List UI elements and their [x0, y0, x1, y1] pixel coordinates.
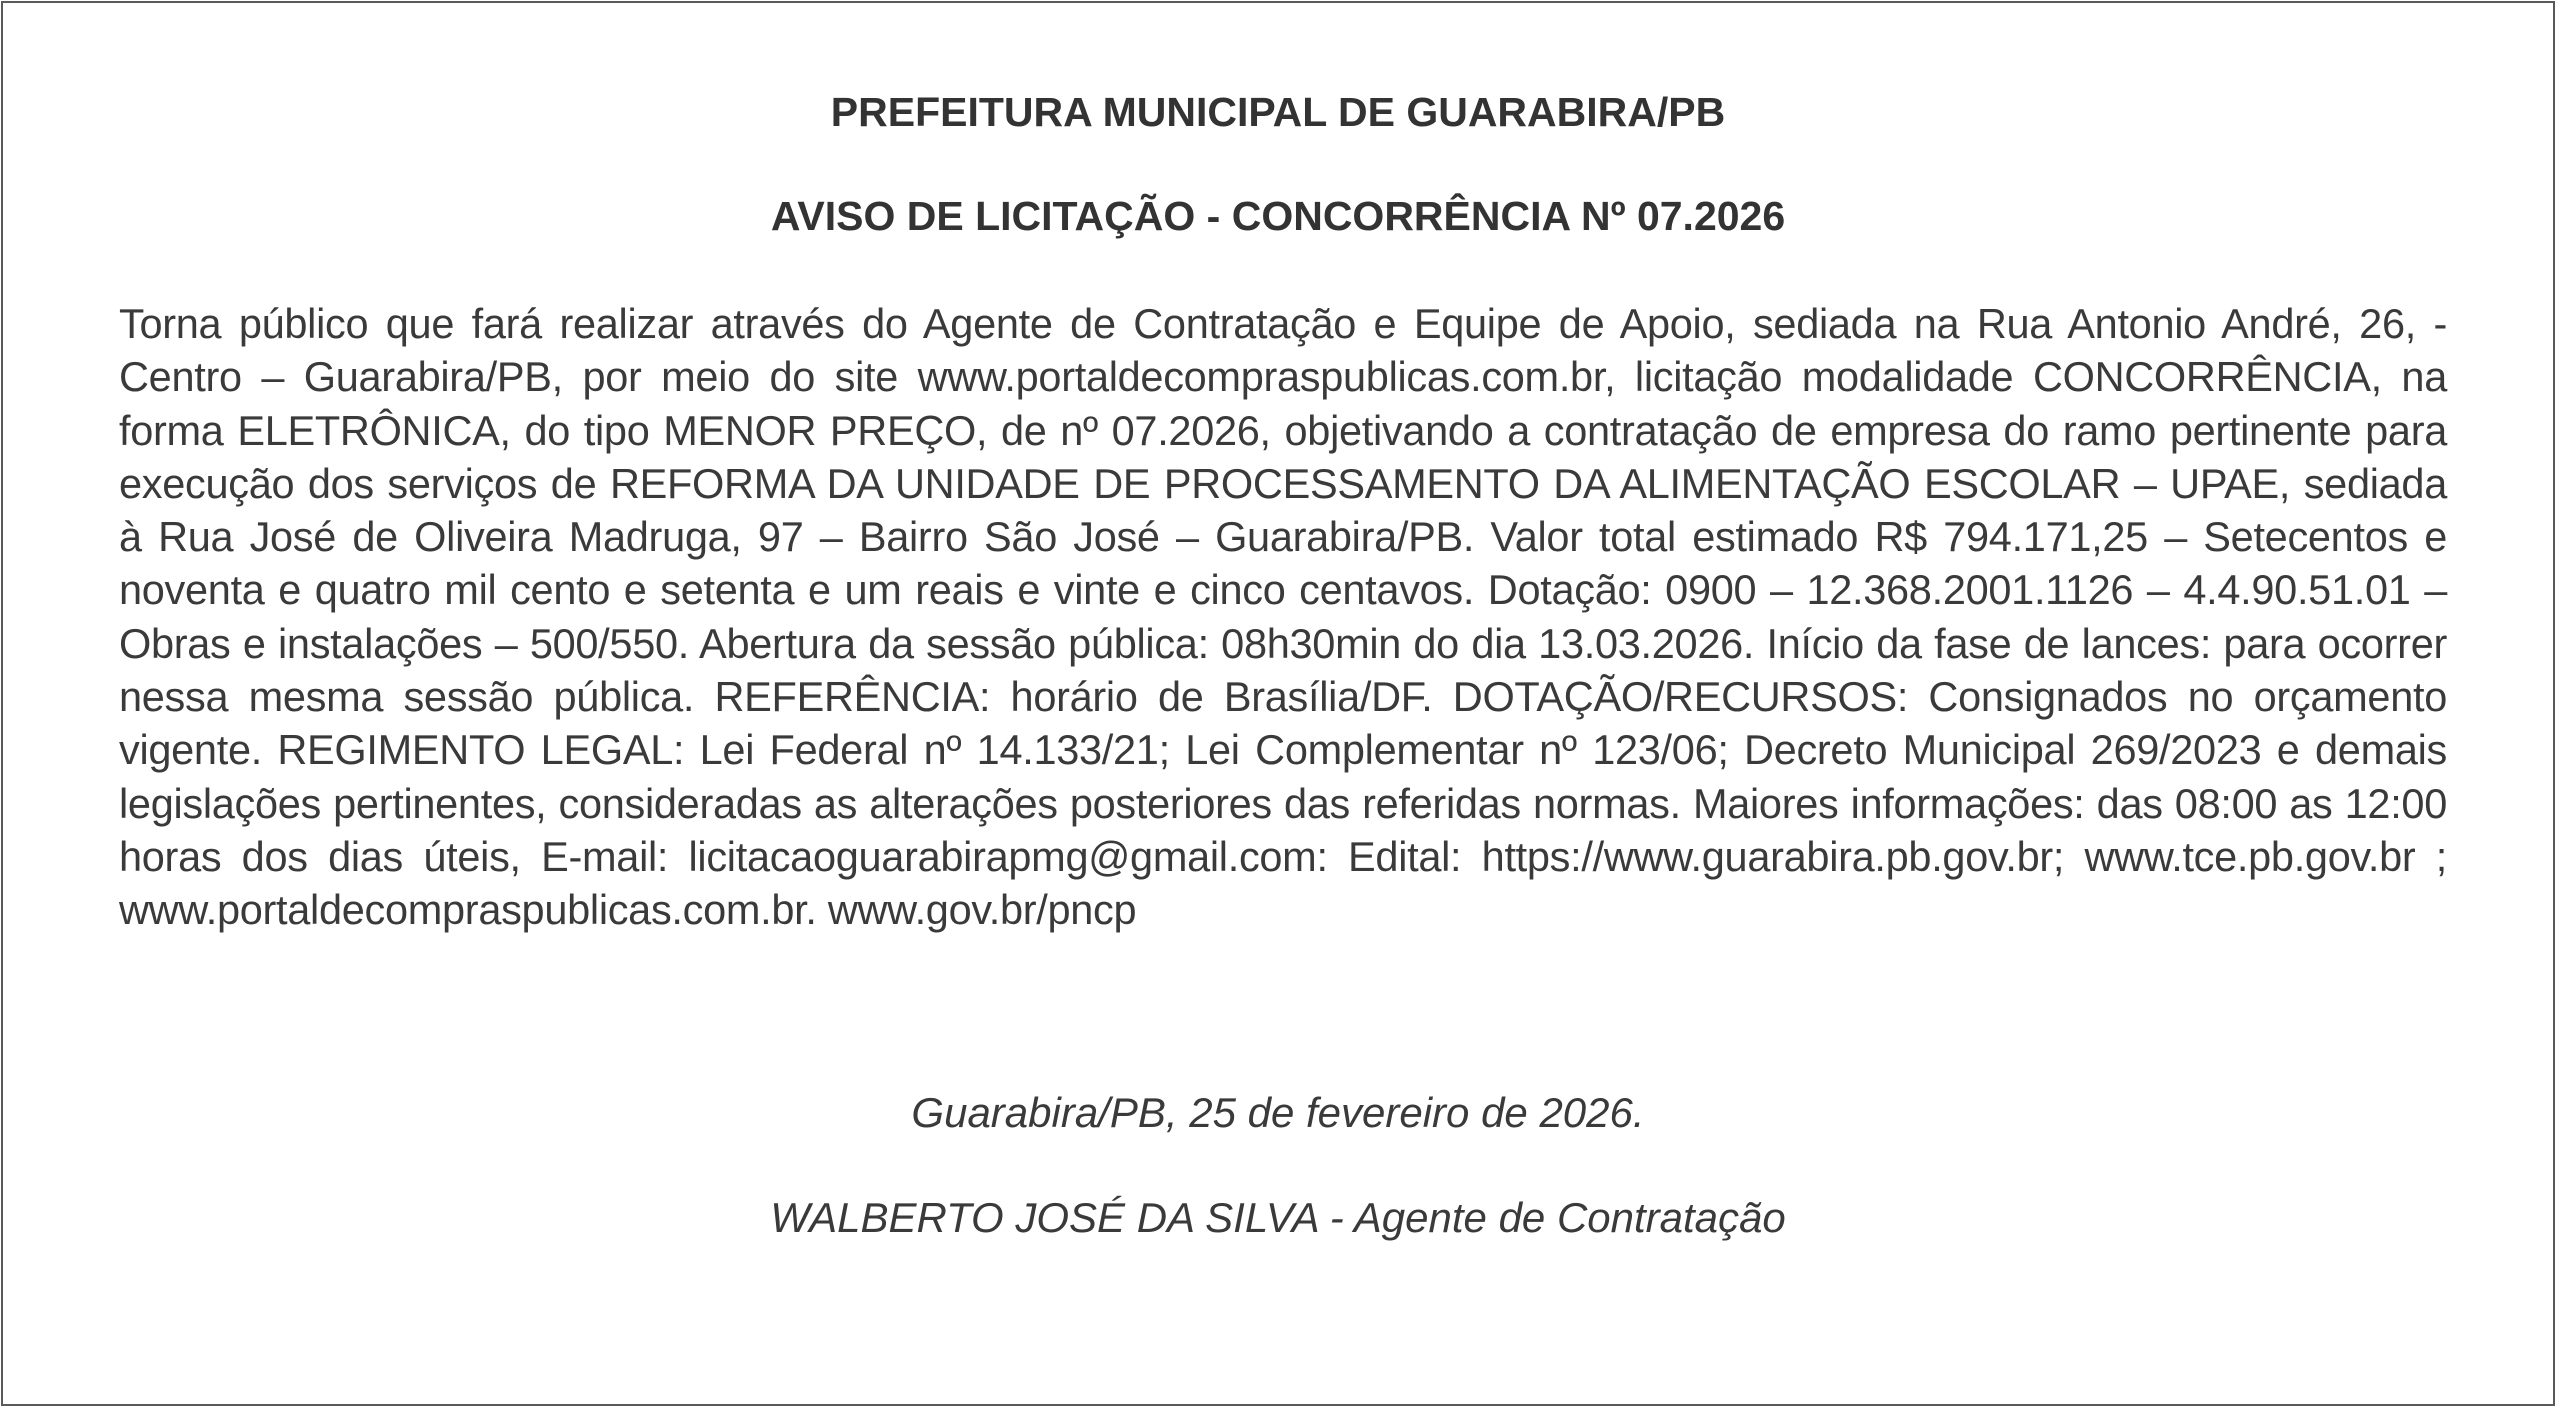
signature-line: WALBERTO JOSÉ DA SILVA - Agente de Contratação: [770, 1194, 1786, 1241]
issuer-heading: PREFEITURA MUNICIPAL DE GUARABIRA/PB: [830, 89, 1726, 135]
notice-title: AVISO DE LICITAÇÃO - CONCORRÊNCIA Nº 07.2026: [770, 193, 1786, 239]
place-date: Guarabira/PB, 25 de fevereiro de 2026.: [911, 1089, 1645, 1136]
notice-frame: [1, 1, 2555, 1406]
notice-body: Torna público que fará realizar através do Agente de Contratação e Equipe de Apoio, sediada na Rua Antonio André, 26, - Centro – Guarabira/PB, por meio do site www.portaldecompraspublicas.com.br, licitação modalidade CONCORRÊNCIA, na forma ELETRÔNICA, do tipo MENOR PREÇO, de nº 07.2026, objetivando a contratação de empresa do ramo pertinente para execução dos serviços de REFORMA DA UNIDADE DE PROCESSAMENTO DA ALIMENTAÇÃO ESCOLAR – UPAE, sediada à Rua José de Oliveira Madruga, 97 – Bairro São José – Guarabira/PB. Valor total estimado R$ 794.171,25 – Setecentos e noventa e quatro mil cento e setenta e um reais e vinte e cinco centavos. Dotação: 0900 – 12.368.2001.1126 – 4.4.90.51.01 – Obras e instalações – 500/550. Abertura da sessão pública: 08h30min do dia 13.03.2026. Início da fase de lances: para ocorrer nessa mesma sessão pública. REFERÊNCIA: horário de Brasília/DF. DOTAÇÃO/RECURSOS: Consignados no orçamento vigente. REGIMENTO LEGAL: Lei Federal nº 14.133/21; Lei Complementar nº 123/06; Decreto Municipal 269/2023 e demais legislações pertinentes, consideradas as alterações posteriores das referidas normas. Maiores informações: das 08:00 as 12:00 horas dos dias úteis, E-mail: licitacaoguarabirapmg@gmail.com: Edital: https://www.guarabira.pb.gov.br; www.tce.pb.gov.br ; www.portaldecompraspublicas.com.br. www.gov.br/pncp: [119, 300, 2447, 934]
